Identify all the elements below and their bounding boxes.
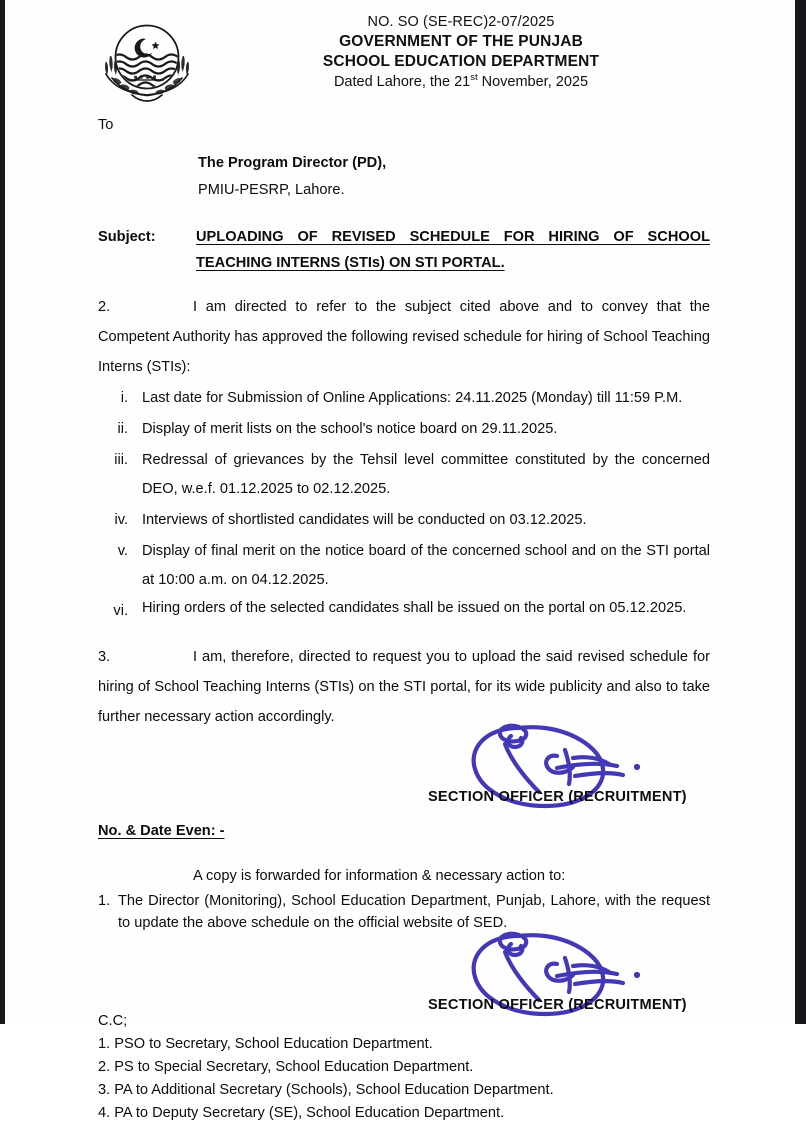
schedule-text: Display of final merit on the notice board of the concerned school and on the STI portal at 10:00 a.m. on 04.12.2025. — [142, 543, 710, 588]
paragraph-3-number: 3. — [98, 649, 111, 665]
list-item: 3. PA to Additional Secretary (Schools), School Education Department. — [98, 1082, 554, 1098]
government-name: GOVERNMENT OF THE PUNJAB — [339, 33, 583, 50]
schedule-marker: iii. — [114, 452, 128, 468]
to-label: To — [98, 117, 114, 133]
schedule-marker: i. — [120, 390, 128, 406]
reference-number: NO. SO (SE-REC)2-07/2025 — [367, 14, 555, 30]
addressee-office: PMIU-PESRP, Lahore. — [198, 182, 345, 198]
letter-body — [98, 112, 710, 1125]
cc-heading: C.C; — [98, 1013, 128, 1029]
schedule-text: Redressal of grievances by the Tehsil level committee constituted by the concerned DEO, w.e.f. 01.12.2025 to 02.12.2025. — [142, 452, 710, 497]
list-item — [98, 446, 710, 504]
paragraph-2-text: I am directed to refer to the subject cited above and to convey that the Competent Authority has approved the following revised schedule for hiring of School Teaching Interns (STIs): — [98, 299, 710, 375]
cc-list — [98, 1033, 710, 1125]
letterhead-text — [205, 12, 733, 93]
letter-date — [205, 72, 717, 93]
list-item — [98, 384, 710, 413]
schedule-marker: iv. — [114, 512, 128, 528]
forwarded-text: The Director (Monitoring), School Education Department, Punjab, Lahore, with the request to update the above schedule on the official website of SED. — [118, 893, 710, 931]
forwarded-list — [98, 890, 710, 934]
date-suffix: November, 2025 — [477, 74, 589, 90]
punjab-government-emblem-icon — [93, 12, 205, 104]
paragraph-3 — [98, 642, 710, 732]
schedule-marker: ii. — [117, 421, 128, 437]
schedule-text: Interviews of shortlisted candidates will be conducted on 03.12.2025. — [142, 512, 587, 528]
list-item — [98, 506, 710, 535]
signature-block-primary — [98, 732, 710, 808]
forwarded-number: 1. — [98, 893, 111, 909]
paragraph-3-text: I am, therefore, directed to request you to upload the said revised schedule for hiring of School Teaching Interns (STIs) on the STI portal, for its wide publicity and also to take further necessary action accordingly. — [98, 649, 710, 725]
list-item — [98, 890, 710, 934]
signature-title: SECTION OFFICER (RECRUITMENT) — [428, 997, 687, 1013]
copy-forwarded-line: A copy is forwarded for information & necessary action to: — [193, 868, 566, 884]
list-item — [98, 415, 710, 444]
subject-text: UPLOADING OF REVISED SCHEDULE FOR HIRING OF SCHOOL TEACHING INTERNS (STIs) ON STI PORTAL. — [196, 229, 710, 271]
list-item: 1. PSO to Secretary, School Education Department. — [98, 1036, 433, 1052]
date-ordinal-suffix: st — [470, 72, 478, 84]
list-item — [98, 597, 710, 626]
list-item: 4. PA to Deputy Secretary (SE), School Education Department. — [98, 1105, 505, 1121]
addressee-name: The Program Director (PD), — [198, 155, 387, 171]
scan-edge-left — [0, 0, 5, 1024]
subject-label: Subject: — [98, 229, 156, 245]
addressee-block — [98, 150, 710, 204]
schedule-marker: v. — [117, 543, 128, 559]
signature-block-secondary — [98, 940, 710, 1013]
paragraph-2-number: 2. — [98, 299, 111, 315]
signature-title: SECTION OFFICER (RECRUITMENT) — [428, 789, 687, 805]
list-item — [98, 537, 710, 595]
schedule-text: Last date for Submission of Online Applications: 24.11.2025 (Monday) till 11:59 P.M. — [142, 390, 683, 406]
schedule-text: Hiring orders of the selected candidates shall be issued on the portal on 05.12.2025. — [142, 600, 687, 616]
schedule-text: Display of merit lists on the school's notice board on 29.11.2025. — [142, 421, 558, 437]
schedule-list — [98, 384, 710, 626]
subject-row — [98, 224, 710, 276]
list-item: 2. PS to Special Secretary, School Education Department. — [98, 1059, 474, 1075]
letterhead — [93, 12, 733, 104]
paragraph-2 — [98, 292, 710, 382]
endorsement-heading: No. & Date Even: - — [98, 823, 225, 839]
schedule-marker: vi. — [113, 603, 128, 619]
scan-edge-right — [795, 0, 806, 1024]
department-name: SCHOOL EDUCATION DEPARTMENT — [322, 53, 600, 70]
date-prefix: Dated Lahore, the 21 — [333, 74, 471, 90]
